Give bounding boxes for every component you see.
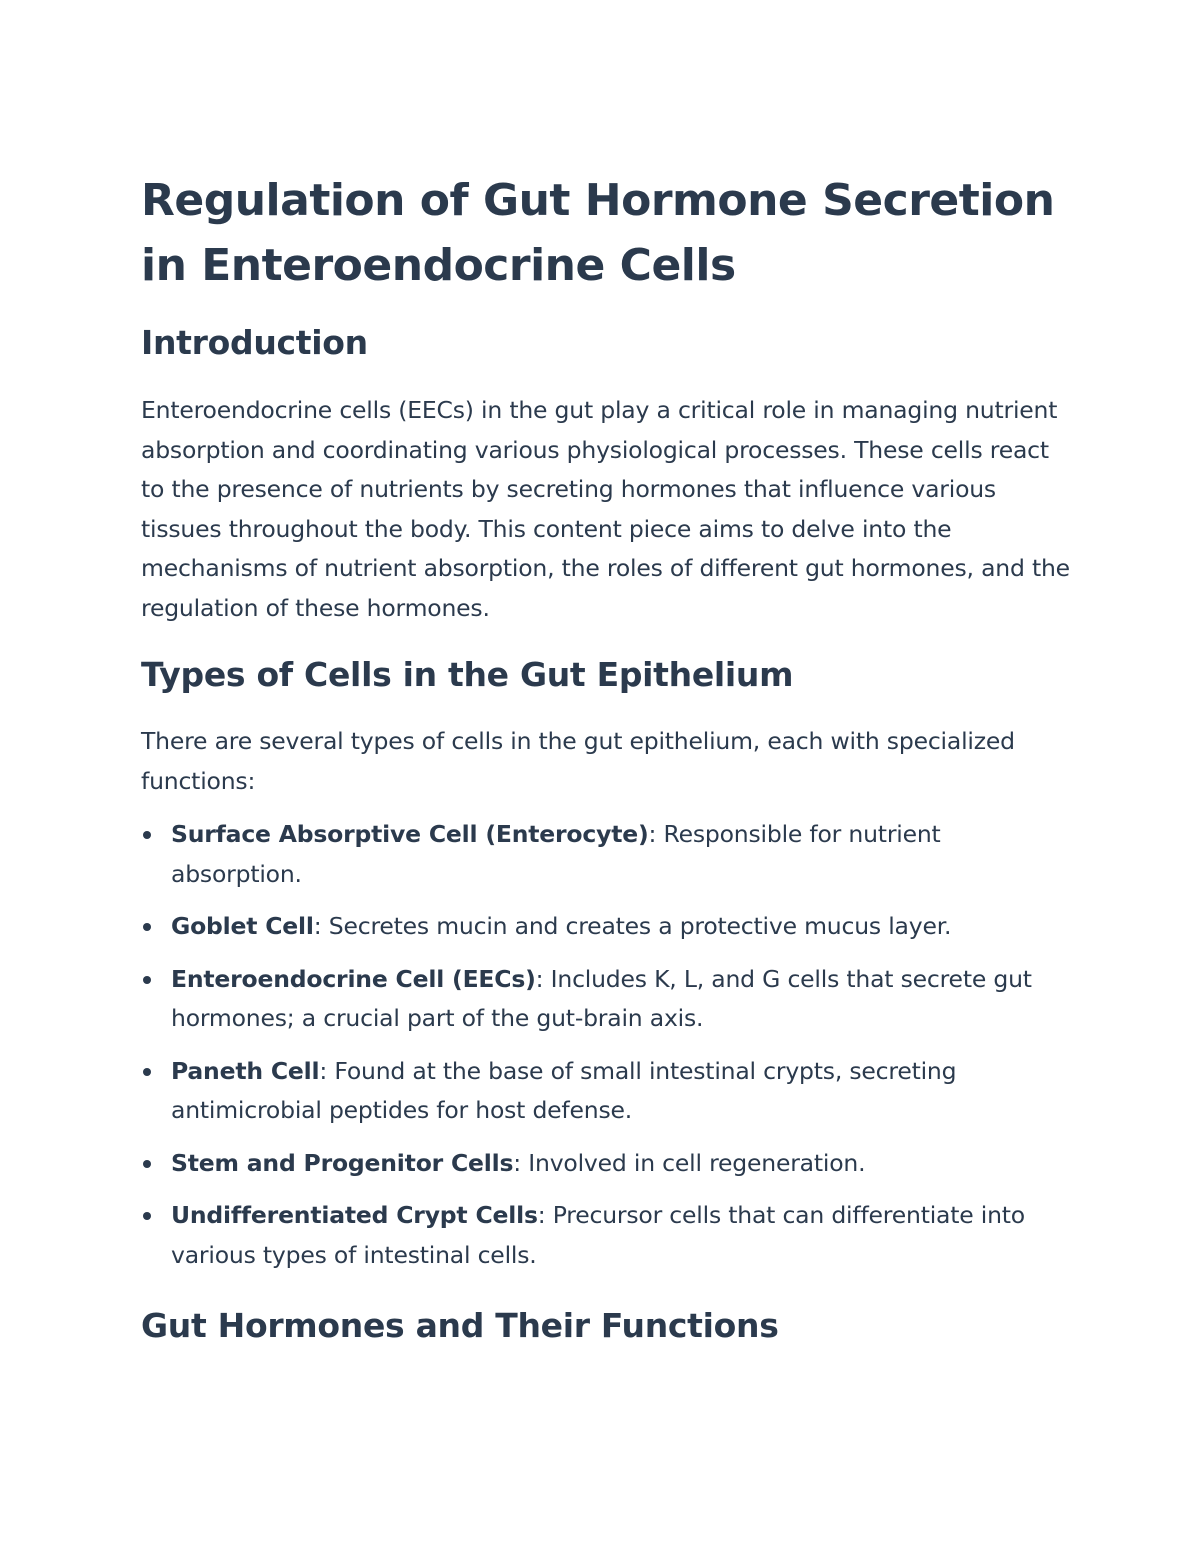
bullet-icon: [143, 1212, 151, 1220]
list-item: [141, 907, 1071, 947]
list-item-description: : Responsible for nutrient absorption.: [171, 820, 941, 888]
list-item: [141, 960, 1071, 1039]
document-page: [141, 168, 1071, 1348]
section-heading-cell-types: Types of Cells in the Gut Epithelium: [141, 655, 794, 694]
section-heading-introduction: Introduction: [141, 323, 368, 362]
list-item-term: Undifferentiated Crypt Cells: [171, 1201, 538, 1229]
list-item-description: : Secretes mucin and creates a protective mucus layer.: [313, 912, 952, 940]
list-item: [141, 1052, 1071, 1131]
list-item-term: Enteroendocrine Cell (EECs): [171, 964, 536, 993]
section-heading-hormones: Gut Hormones and Their Functions: [141, 1306, 779, 1345]
list-item-term: Surface Absorptive Cell (Enterocyte): [171, 820, 649, 848]
introduction-paragraph: Enteroendocrine cells (EECs) in the gut play a critical role in managing nutrient absorption and coordinating various physiological processes. These cells react to the presence of nutrients by secreting hormones that influence various tissues throughout the body. This content piece aims to delve into the mechanisms of nutrient absorption, the roles of different gut hormones, and the regulation of these hormones.: [141, 396, 1070, 622]
list-item: [141, 1196, 1071, 1275]
list-item: [141, 815, 1071, 894]
list-item-term: Paneth Cell: [171, 1056, 320, 1085]
bullet-icon: [143, 1068, 151, 1076]
cell-types-intro: There are several types of cells in the gut epithelium, each with specialized functions:: [141, 727, 1015, 795]
list-item-description: : Includes K, L, and G cells that secrete gut hormones; a crucial part of the gut-brain axis.: [171, 964, 1032, 1032]
document-title: Regulation of Gut Hormone Secretion in Enteroendocrine Cells: [141, 175, 1055, 291]
bullet-icon: [143, 923, 151, 931]
bullet-icon: [143, 1160, 151, 1168]
list-item-description: : Precursor cells that can differentiate into various types of intestinal cells.: [171, 1201, 1025, 1269]
list-item-description: : Found at the base of small intestinal crypts, secreting antimicrobial peptides for host defense.: [171, 1056, 957, 1124]
bullet-icon: [143, 976, 151, 984]
list-item: [141, 1144, 1071, 1184]
list-item-term: Stem and Progenitor Cells: [171, 1148, 514, 1177]
bullet-icon: [143, 831, 151, 839]
list-item-term: Goblet Cell: [171, 912, 314, 940]
list-item-description: : Involved in cell regeneration.: [513, 1148, 866, 1177]
cell-types-list: [141, 815, 1071, 1275]
